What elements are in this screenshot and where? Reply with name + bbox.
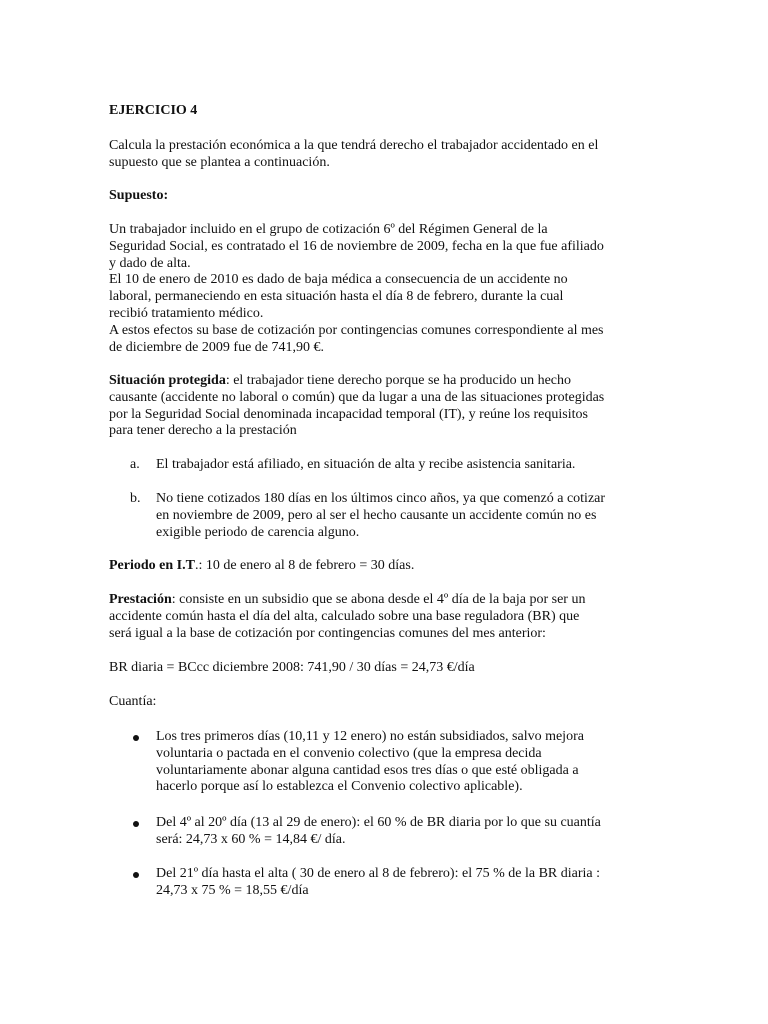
list-marker: b.	[130, 491, 141, 506]
situacion-first-line: : el trabajador tiene derecho porque se ha producido un hecho	[225, 373, 572, 388]
prestacion-paragraph	[109, 592, 669, 642]
periodo-label: Periodo en I.T	[109, 558, 195, 573]
supuesto-line: recibió tratamiento médico.	[109, 305, 264, 321]
supuesto-line: y dado de alta.	[109, 255, 191, 271]
list-item-line: No tiene cotizados 180 días en los últimos cinco años, ya que comenzó a cotizar	[156, 491, 606, 506]
intro-paragraph	[109, 138, 669, 172]
supuesto-line: El 10 de enero de 2010 es dado de baja médica a consecuencia de un accidente no	[109, 272, 568, 288]
list-item-line: será: 24,73 x 60 % = 14,84 €/ día.	[156, 831, 346, 847]
supuesto-paragraph	[109, 222, 669, 356]
list-marker: a.	[130, 457, 140, 472]
list-item-line: exigible periodo de carencia alguno.	[156, 524, 360, 540]
list-item-line: hacerlo porque así lo establezca el Convenio colectivo aplicable).	[156, 779, 523, 795]
supuesto-line: Seguridad Social, es contratado el 16 de noviembre de 2009, fecha en la que fue afiliado	[109, 238, 604, 254]
supuesto-line: A estos efectos su base de cotización por contingencias comunes correspondiente al mes	[109, 322, 604, 338]
prestacion-first-line: : consiste en un subsidio que se abona desde el 4º día de la baja por ser un	[171, 592, 586, 607]
supuesto-line: de diciembre de 2009 fue de 741,90 €.	[109, 339, 324, 355]
periodo-paragraph	[109, 558, 669, 575]
periodo-text: .: 10 de enero al 8 de febrero = 30 días.	[194, 558, 415, 573]
situacion-paragraph	[109, 373, 669, 440]
exercise-title: EJERCICIO 4	[109, 103, 198, 118]
supuesto-heading: Supuesto:	[109, 188, 169, 203]
prestacion-line: será igual a la base de cotización por contingencias comunes del mes anterior:	[109, 625, 546, 641]
list-item-line: voluntariamente abonar alguna cantidad esos tres días o que esté obligada a	[156, 762, 579, 778]
intro-line: Calcula la prestación económica a la que tendrá derecho el trabajador accidentado en el	[109, 138, 599, 153]
prestacion-line: accidente común hasta el día del alta, calculado sobre una base reguladora (BR) que	[109, 608, 580, 624]
situacion-label: Situación protegida	[109, 373, 226, 388]
situacion-line: causante (accidente no laboral o común) que da lugar a una de las situaciones protegidas	[109, 389, 605, 405]
supuesto-line: Un trabajador incluido en el grupo de cotización 6º del Régimen General de la	[109, 222, 548, 237]
cuantia-heading: Cuantía:	[109, 694, 157, 709]
list-item-line: Del 21º día hasta el alta ( 30 de enero al 8 de febrero): el 75 % de la BR diaria :	[156, 866, 601, 881]
list-item-line: en noviembre de 2009, pero al ser el hecho causante un accidente común no es	[156, 507, 597, 523]
situacion-line: por la Seguridad Social denominada incapacidad temporal (IT), y reúne los requisitos	[109, 406, 588, 422]
br-formula: BR diaria = BCcc diciembre 2008: 741,90 / 30 días = 24,73 €/día	[109, 660, 475, 675]
prestacion-label: Prestación	[109, 592, 172, 607]
list-item-line: 24,73 x 75 % = 18,55 €/día	[156, 882, 309, 898]
list-item-line: Del 4º al 20º día (13 al 29 de enero): el 60 % de BR diaria por lo que su cuantía	[156, 815, 601, 830]
supuesto-line: laboral, permaneciendo en esta situación hasta el día 8 de febrero, durante la cual	[109, 289, 564, 305]
list-item-line: voluntaria o pactada en el convenio colectivo (que la empresa decida	[156, 745, 542, 761]
situacion-line: para tener derecho a la prestación	[109, 423, 297, 439]
list-item-line: El trabajador está afiliado, en situación de alta y recibe asistencia sanitaria.	[156, 457, 576, 472]
list-item-line: Los tres primeros días (10,11 y 12 enero) no están subsidiados, salvo mejora	[156, 729, 584, 744]
intro-line: supuesto que se plantea a continuación.	[109, 154, 330, 170]
